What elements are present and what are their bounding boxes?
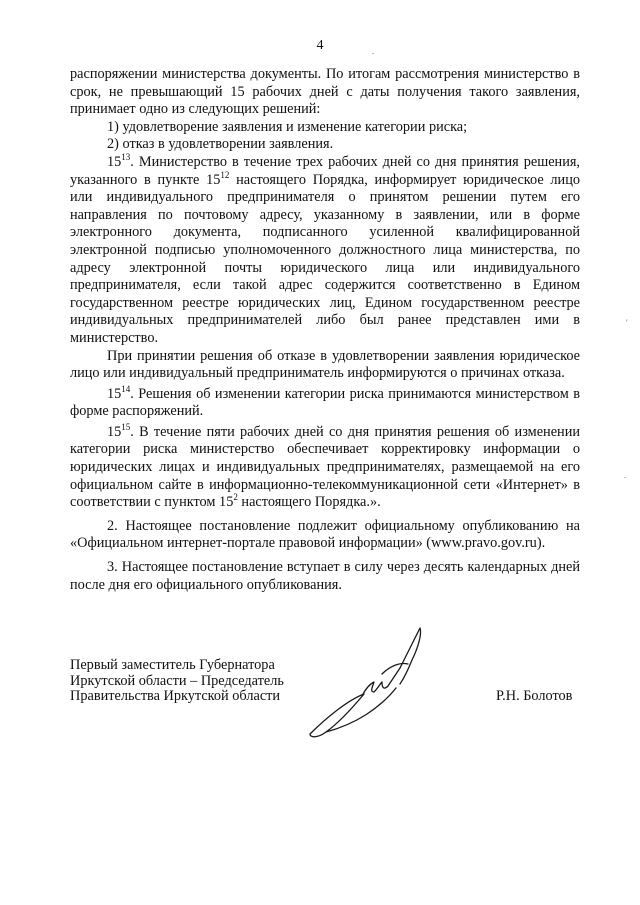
clause-15-13 — [70, 151, 580, 348]
clause-number: 15 — [107, 423, 122, 440]
clause-text-part: настоящего Порядка.». — [237, 494, 381, 511]
scan-artifact: . — [624, 470, 627, 480]
reference-superscript: 12 — [220, 169, 230, 180]
clause-text-part: . В течение пяти рабочих дней со дня принятия решения об изменении категории риска министерство обеспечивает корректировку информации о юридических лицах и индивидуальных предпринимателях, размещаемой на его официальном сайте в информационно-телекоммуникационной сети «Интернет» в соответствии с пунктом 15 — [70, 423, 580, 511]
clause-number: 15 — [107, 153, 122, 170]
clause-text-part: . Министерство в течение трех рабочих дней со дня принятия решения, указанного в пункте 15 — [70, 153, 580, 188]
paragraph-refusal: При принятии решения об отказе в удовлетворении заявления юридическое лицо или индивидуальный предприниматель информируются о причинах отказа. — [70, 347, 580, 382]
paragraph-entry-into-force: 3. Настоящее постановление вступает в силу через десять календарных дней после дня его официального опубликования. — [70, 559, 580, 593]
paragraph-publication: 2. Настоящее постановление подлежит официальному опубликованию на «Официальном интернет-портале правовой информации» (www.pravo.gov.ru). — [70, 517, 580, 552]
clause-text-part: настоящего Порядка, информирует юридическое лицо или индивидуального предпринимателя о принятом решении путем его направления по почтовому адресу, указанному в заявлении, или в форме электронного документа, подписанного усиленной квалифицированной электронной подписью уполномоченного должностного лица министерства, по адресу электронной почты юридического лица или индивидуального предпринимателя, если такой адрес содержится соответственно в Едином государственном реестре юридических лиц, Едином государственном реестре индивидуальных предпринимателей либо был ранее представлен ими в министерство. — [70, 171, 580, 346]
signatory-name: Р.Н. Болотов — [496, 688, 573, 704]
clause-superscript: 15 — [121, 421, 131, 432]
scan-artifact: ' — [626, 318, 628, 328]
signatory-title-line: Иркутской области – Председатель — [70, 672, 284, 689]
document-body — [70, 66, 580, 594]
page-number: 4 — [316, 38, 324, 53]
reference-superscript: 2 — [233, 492, 238, 503]
list-item-1: 1) удовлетворение заявления и изменение категории риска; — [107, 118, 468, 135]
paragraph-continuation: распоряжении министерства документы. По итогам рассмотрения министерство в срок, не превышающий 15 рабочих дней с даты получения такого заявления, принимает одно из следующих решений: — [70, 66, 580, 118]
list-item-2: 2) отказ в удовлетворении заявления. — [107, 136, 334, 153]
signatory-title-line: Правительства Иркутской области — [70, 688, 281, 704]
clause-text: . Решения об изменении категории риска принимаются министерством в форме распоряжений. — [70, 385, 580, 420]
scan-artifact: . — [372, 46, 375, 56]
signatory-title — [70, 658, 284, 705]
signatory-title-line: Первый заместитель Губернатора — [70, 657, 275, 673]
clause-number: 15 — [107, 385, 122, 402]
clause-15-15 — [70, 421, 580, 512]
clause-15-14 — [70, 383, 580, 421]
clause-superscript: 13 — [121, 151, 131, 162]
handwritten-signature — [296, 622, 446, 742]
clause-superscript: 14 — [121, 383, 131, 394]
